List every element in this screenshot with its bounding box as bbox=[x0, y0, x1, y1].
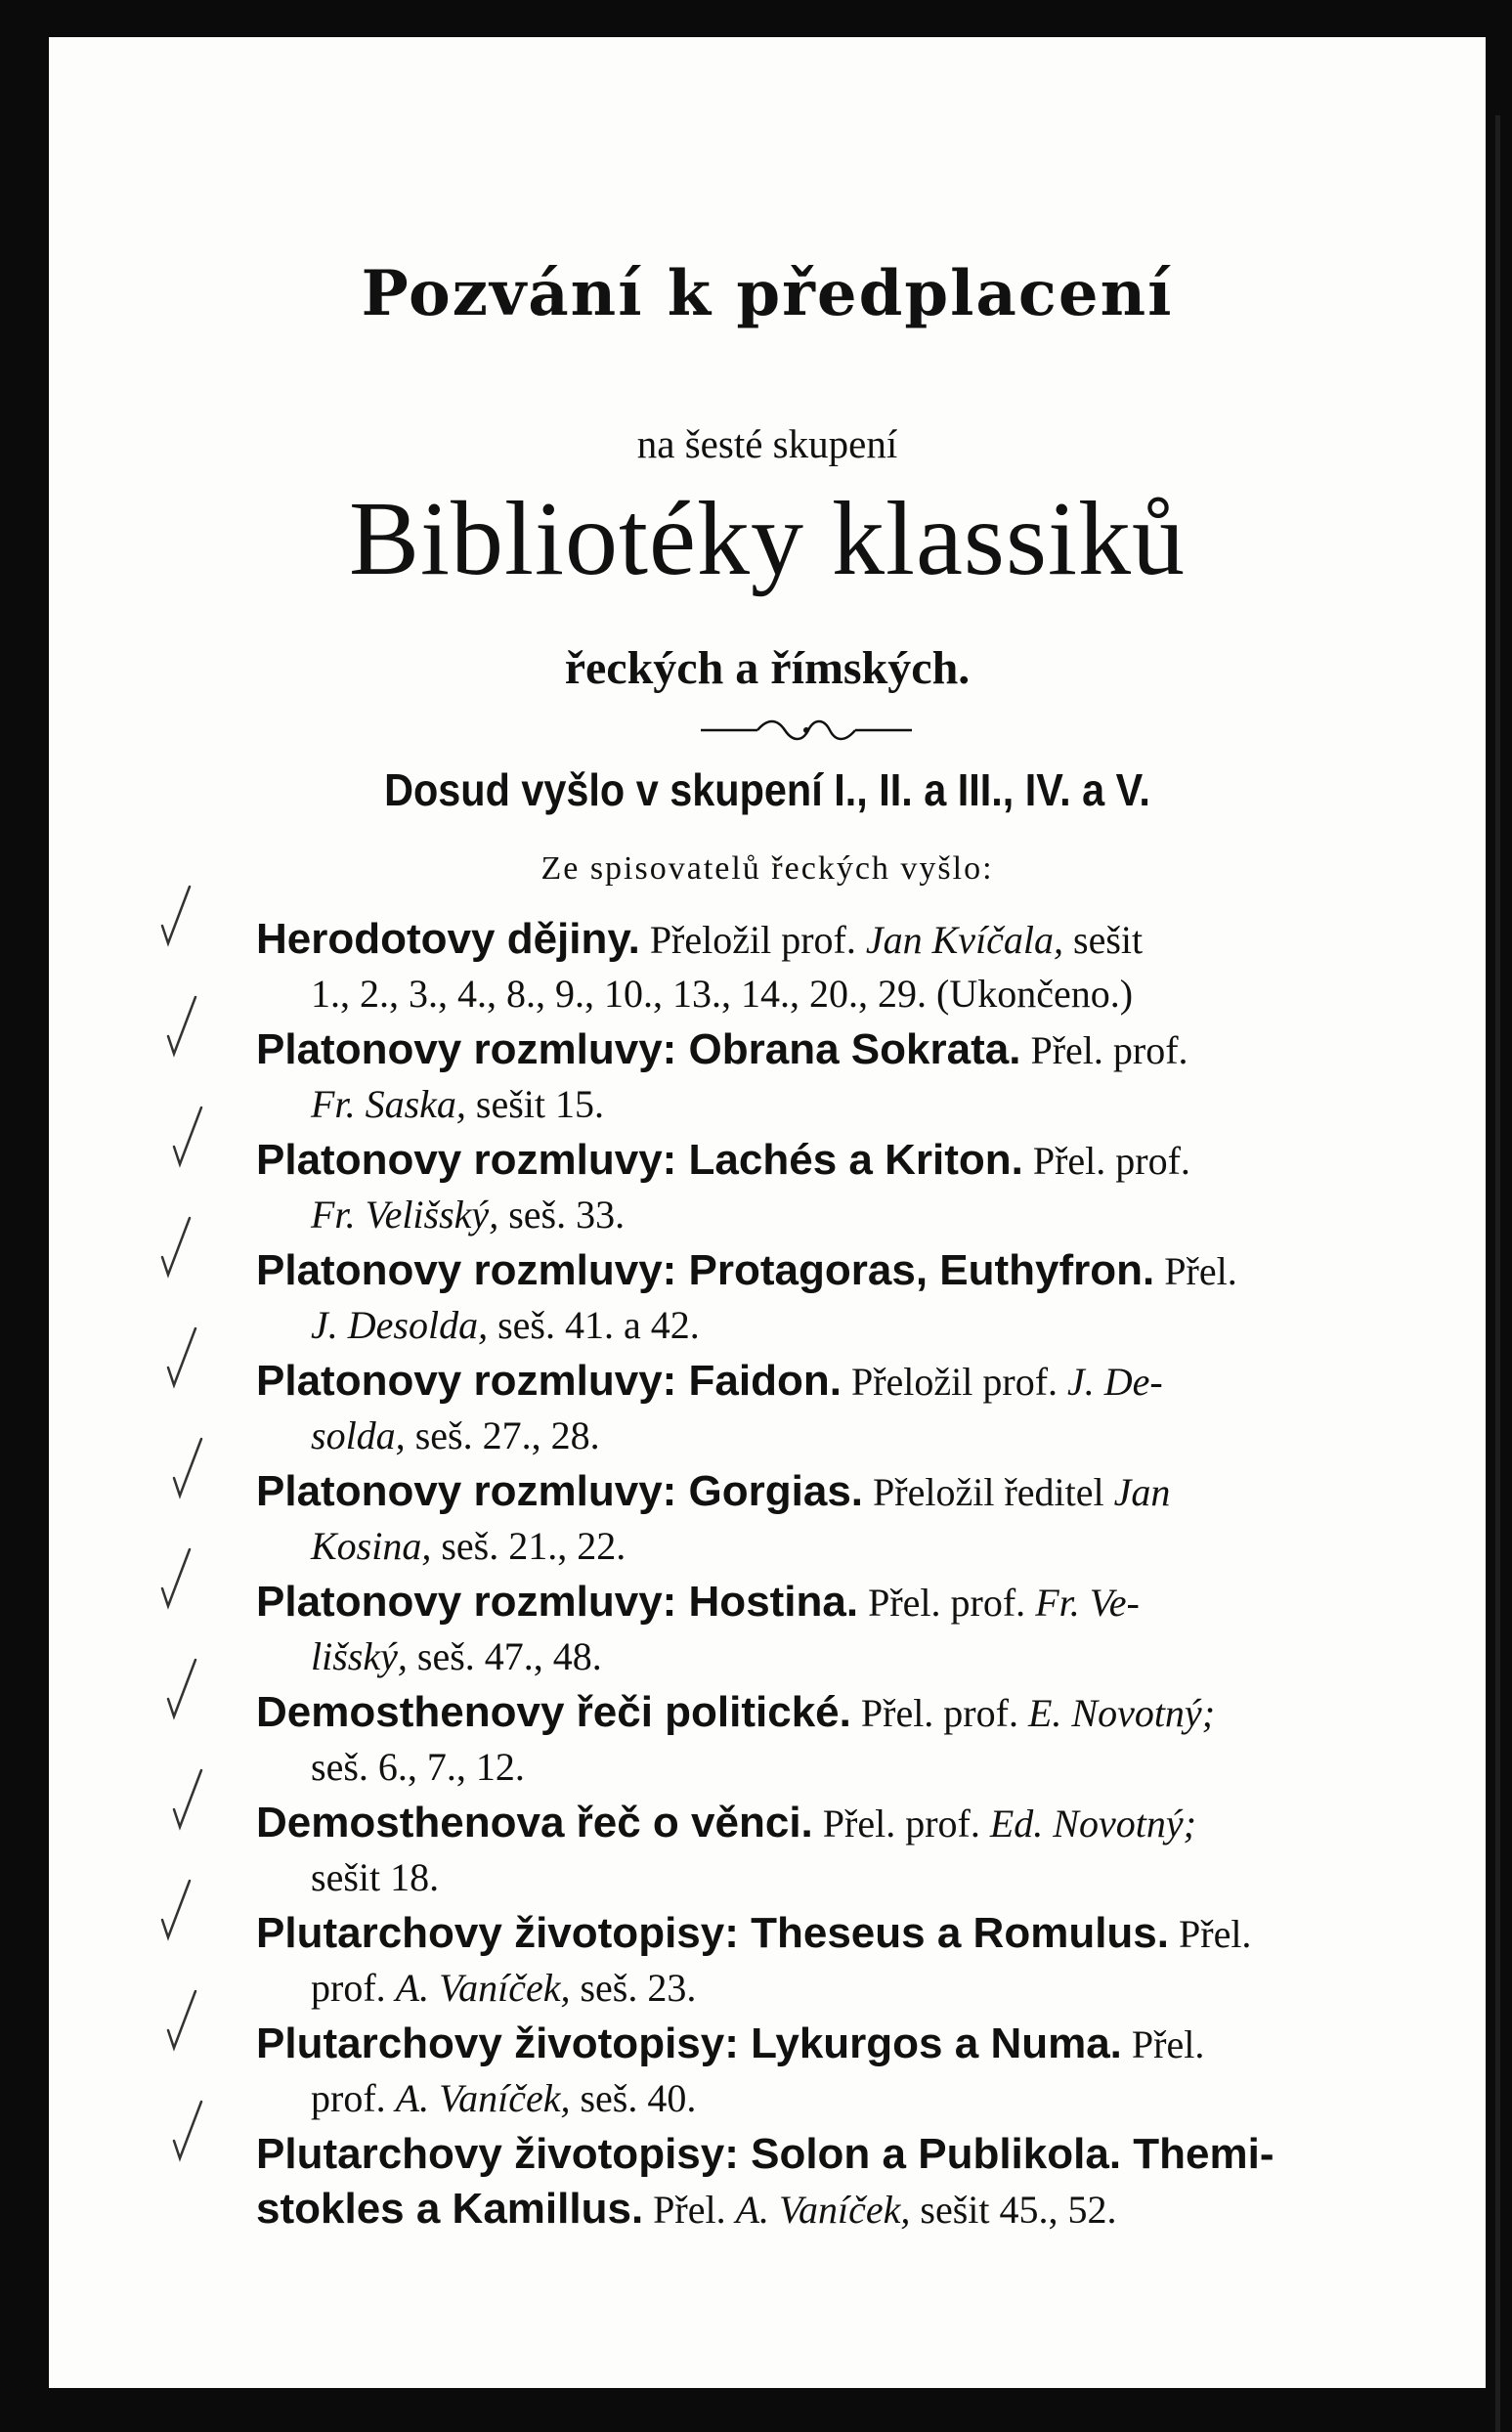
issue-numbers: seš. 47., 48. bbox=[407, 1634, 602, 1678]
translator-name: Jan bbox=[1113, 1470, 1171, 1514]
book-entry bbox=[256, 1133, 1341, 1242]
translator-note: Přel. prof. bbox=[1020, 1028, 1188, 1072]
translator-name: lišský, bbox=[311, 1634, 408, 1678]
translator-note: Přel. prof. bbox=[850, 1691, 1028, 1735]
book-title: Plutarchovy životopisy: Solon a Publikola. Themi- bbox=[256, 2130, 1274, 2178]
translator-note: Přel. bbox=[1121, 2022, 1205, 2066]
issue-numbers: seš. 40. bbox=[570, 2076, 697, 2120]
translator-name: J. De- bbox=[1067, 1360, 1163, 1404]
issue-numbers: seš. 27., 28. bbox=[405, 1413, 600, 1457]
check-mark-icon bbox=[156, 1214, 195, 1282]
book-title: Platonovy rozmluvy: Lachés a Kriton. bbox=[256, 1136, 1023, 1184]
book-entry bbox=[256, 1243, 1341, 1353]
issue-numbers: seš. 41. a 42. bbox=[488, 1303, 700, 1347]
translator-note: Přel. prof. bbox=[812, 1802, 990, 1846]
check-mark-icon bbox=[168, 1435, 207, 1503]
book-entry bbox=[256, 2127, 1341, 2237]
translator-name: A. Vaníček, bbox=[395, 1966, 571, 2010]
translator-name: E. Novotný; bbox=[1027, 1691, 1216, 1735]
translator-note: Přel. bbox=[1154, 1249, 1237, 1293]
issue-numbers: sešit 18. bbox=[311, 1855, 440, 1899]
subtitle: na šesté skupení bbox=[636, 421, 898, 466]
book-entry bbox=[256, 1575, 1341, 1684]
book-title: Platonovy rozmluvy: Protagoras, Euthyfron. bbox=[256, 1246, 1155, 1294]
translator-name: Fr. Velišský, bbox=[311, 1193, 499, 1237]
book-entry bbox=[256, 1796, 1341, 1905]
invite-heading: Pozvání k předplacení bbox=[361, 257, 1174, 330]
book-title: Platonovy rozmluvy: Faidon. bbox=[256, 1357, 842, 1405]
check-mark-icon bbox=[156, 1877, 195, 1945]
book-entry bbox=[256, 1906, 1341, 2016]
book-title: Herodotovy dějiny. bbox=[256, 915, 640, 963]
book-title: Demosthenovy řeči politické. bbox=[256, 1688, 851, 1736]
authors-intro: Ze spisovatelů řeckých vyšlo: bbox=[540, 850, 994, 887]
book-entry bbox=[256, 912, 1341, 1021]
issue-numbers: seš. 23. bbox=[570, 1966, 697, 2010]
book-title: Platonovy rozmluvy: Gorgias. bbox=[256, 1467, 864, 1515]
translator-prefix: Přel. bbox=[643, 2188, 736, 2232]
issue-numbers: 1., 2., 3., 4., 8., 9., 10., 13., 14., 20., 29. (Ukončeno.) bbox=[311, 972, 1134, 1016]
library-subtitle: řeckých a římských. bbox=[564, 642, 971, 694]
book-title: Demosthenova řeč o věnci. bbox=[256, 1799, 813, 1846]
translator-prefix: prof. bbox=[311, 1966, 396, 2010]
issue-numbers: seš. 6., 7., 12. bbox=[311, 1745, 525, 1789]
translator-note: Přel. bbox=[1169, 1912, 1252, 1956]
library-title: Bibliotéky klassiků bbox=[349, 481, 1186, 597]
translator-name: solda, bbox=[311, 1413, 406, 1457]
book-entry bbox=[256, 1464, 1341, 1574]
translator-note: Přeložil prof. bbox=[841, 1360, 1068, 1404]
issue-numbers: sešit 15. bbox=[465, 1082, 605, 1126]
translator-note: Přeložil ředitel bbox=[863, 1470, 1114, 1514]
check-mark-icon bbox=[162, 1987, 201, 2056]
book-title: Platonovy rozmluvy: Hostina. bbox=[256, 1578, 859, 1626]
book-entry bbox=[256, 1354, 1341, 1463]
translator-prefix: prof. bbox=[311, 2076, 396, 2120]
issue-numbers: sešit 45., 52. bbox=[910, 2188, 1117, 2232]
check-mark-icon bbox=[162, 1656, 201, 1724]
check-mark-icon bbox=[156, 1545, 195, 1614]
page-edge-line bbox=[1495, 115, 1500, 2432]
translator-name: Fr. Saska, bbox=[311, 1082, 466, 1126]
translator-name: A. Vaníček, bbox=[395, 2076, 571, 2120]
book-title-continued: stokles a Kamillus. bbox=[256, 2185, 644, 2233]
book-title: Plutarchovy životopisy: Theseus a Romulus. bbox=[256, 1909, 1169, 1957]
translator-name: Fr. Ve- bbox=[1035, 1581, 1140, 1625]
ornament-divider bbox=[699, 717, 914, 744]
translator-note: Přel. prof. bbox=[1022, 1139, 1190, 1183]
book-title: Plutarchovy životopisy: Lykurgos a Numa. bbox=[256, 2019, 1122, 2067]
translator-name: Ed. Novotný; bbox=[989, 1802, 1196, 1846]
translator-name: A. Vaníček, bbox=[735, 2188, 911, 2232]
translator-note: Přeložil prof. bbox=[639, 918, 866, 962]
check-mark-icon bbox=[168, 2098, 207, 2166]
check-mark-icon bbox=[168, 1766, 207, 1835]
book-entry bbox=[256, 1022, 1341, 1132]
published-status: Dosud vyšlo v skupení I., II. a III., IV. a V. bbox=[384, 764, 1150, 815]
check-mark-icon bbox=[162, 1325, 201, 1393]
book-entry bbox=[256, 1685, 1341, 1795]
book-entry bbox=[256, 2017, 1341, 2126]
issue-numbers: seš. 21., 22. bbox=[431, 1524, 626, 1568]
book-title: Platonovy rozmluvy: Obrana Sokrata. bbox=[256, 1025, 1021, 1073]
translator-note: Přel. prof. bbox=[858, 1581, 1036, 1625]
translator-name: J. Desolda, bbox=[311, 1303, 489, 1347]
check-mark-icon bbox=[162, 993, 201, 1062]
translator-name: Jan Kvíčala, bbox=[865, 918, 1064, 962]
issue-note: sešit bbox=[1063, 918, 1144, 962]
issue-numbers: seš. 33. bbox=[498, 1193, 626, 1237]
check-mark-icon bbox=[156, 883, 195, 951]
document-page bbox=[49, 37, 1486, 2388]
translator-name: Kosina, bbox=[311, 1524, 432, 1568]
check-mark-icon bbox=[168, 1104, 207, 1172]
